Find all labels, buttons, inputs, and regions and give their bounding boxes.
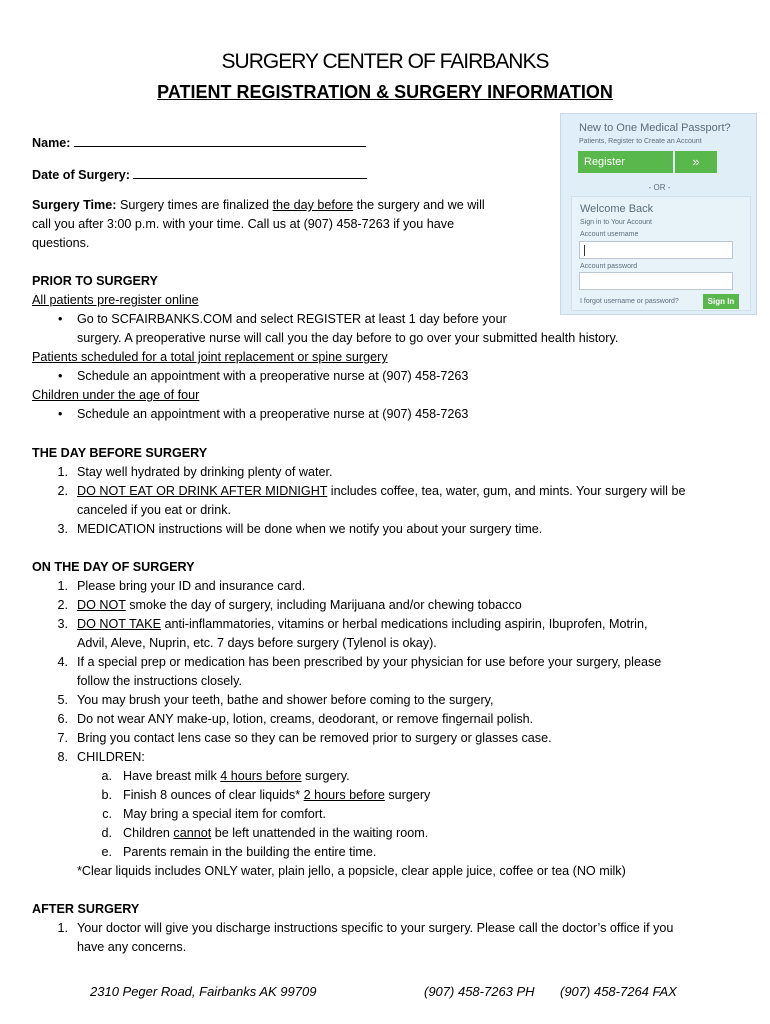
surgery-time-day-before: the day before [272,198,354,212]
bullet-icon: • [58,407,63,421]
children-item-b-text-2: surgery [384,788,431,802]
name-blank-line[interactable] [74,134,366,147]
bullet-icon: • [58,312,63,326]
children-item-a-text: Have breast milk [123,769,221,783]
sublist-letter: b. [101,788,112,802]
sublist-letter: d. [101,826,112,840]
list-number: 3. [57,522,68,536]
list-number: 1. [57,579,68,593]
sublist-letter: a. [101,769,112,783]
clear-liquids-note: *Clear liquids includes ONLY water, plain jello, a popsicle, clear apple juice, coffee or tea (NO milk) [77,864,626,878]
register-online-line-1: Go to SCFAIRBANKS.COM and select REGISTER at least 1 day before your [77,312,507,326]
day-before-heading: THE DAY BEFORE SURGERY [32,446,208,460]
day-of-item-1: Please bring your ID and insurance card. [77,579,306,593]
surgery-time-line-1 [32,196,485,215]
day-of-item-4: If a special prep or medication has been prescribed by your physician for use before your surgery, please [77,655,662,669]
day-before-item-2 [77,482,685,501]
day-of-item-2 [77,596,522,615]
day-of-item-6: Do not wear ANY make-up, lotion, creams, deodorant, or remove fingernail polish. [77,712,534,726]
username-label: Account username [580,231,639,238]
footer-fax: (907) 458-7264 FAX [560,984,677,999]
children-appointment-text: Schedule an appointment with a preoperative nurse at (907) 458-7263 [77,407,469,421]
children-item-b-underlined: 2 hours before [303,788,385,802]
welcome-back-heading: Welcome Back [580,203,654,215]
widget-title: New to One Medical Passport? [579,122,731,134]
children-item-d-underlined: cannot [173,826,212,840]
list-number: 8. [57,750,68,764]
medical-passport-widget [560,113,757,315]
no-eat-drink-warning: DO NOT EAT OR DRINK AFTER MIDNIGHT [77,484,328,498]
footer-address: 2310 Peger Road, Fairbanks AK 99709 [90,984,317,999]
list-number: 2. [57,598,68,612]
day-of-item-2-text: smoke the day of surgery, including Marijuana and/or chewing tobacco [125,598,522,612]
after-surgery-heading: AFTER SURGERY [32,902,140,916]
children-item-e: Parents remain in the building the entire time. [123,845,377,859]
children-item-b [123,786,430,805]
register-button[interactable]: Register [578,151,673,173]
joint-appointment-text: Schedule an appointment with a preoperative nurse at (907) 458-7263 [77,369,469,383]
day-of-item-3-line-2: Advil, Aleve, Nuprin, etc. 7 days before surgery (Tylenol is okay). [77,636,437,650]
footer-phone: (907) 458-7263 PH [424,984,535,999]
children-item-a-underlined: 4 hours before [220,769,302,783]
children-item-b-text: Finish 8 ounces of clear liquids* [123,788,304,802]
children-item-d-text-2: be left unattended in the waiting room. [211,826,429,840]
name-field [32,134,366,153]
day-before-item-2-line-2: canceled if you eat or drink. [77,503,232,517]
surgery-time-text: Surgery times are finalized [116,198,273,212]
date-of-surgery-field [32,166,367,185]
day-of-heading: ON THE DAY OF SURGERY [32,560,195,574]
surgery-time-line-2: call you after 3:00 p.m. with your time. Call us at (907) 458-7263 if you have [32,217,455,231]
sign-in-button[interactable]: Sign In [703,294,739,309]
password-label: Account password [580,263,638,270]
day-before-item-2-text: includes coffee, tea, water, gum, and mints. Your surgery will be [327,484,686,498]
organization-name: SURGERY CENTER OF FAIRBANKS [221,50,549,73]
children-item-c: May bring a special item for comfort. [123,807,326,821]
sign-in-panel [571,196,751,311]
bullet-icon: • [58,369,63,383]
list-number: 4. [57,655,68,669]
widget-subtitle: Patients, Register to Create an Account [579,138,702,145]
date-of-surgery-label: Date of Surgery: [32,168,130,182]
children-item-d-text: Children [123,826,174,840]
prior-to-surgery-heading: PRIOR TO SURGERY [32,274,158,288]
all-patients-subheading: All patients pre-register online [32,293,199,307]
children-item-a-text-2: surgery. [301,769,350,783]
joint-spine-subheading: Patients scheduled for a total joint replacement or spine surgery [32,350,388,364]
list-number: 2. [57,484,68,498]
surgery-time-text-2: the surgery and we will [353,198,485,212]
surgery-time-label: Surgery Time: [32,198,117,212]
forgot-credentials-link[interactable]: I forgot username or password? [580,298,679,305]
day-before-item-3: MEDICATION instructions will be done when we notify you about your surgery time. [77,522,543,536]
after-surgery-item-1: Your doctor will give you discharge instructions specific to your surgery. Please call the doctor’s office if you [77,921,674,935]
password-input[interactable] [579,272,733,290]
list-number: 7. [57,731,68,745]
username-input[interactable] [579,241,733,259]
day-of-item-7: Bring you contact lens case so they can be removed prior to surgery or glasses case. [77,731,552,745]
children-item-a [123,767,350,786]
do-not-underlined: DO NOT [77,598,126,612]
sign-in-prompt: Sign in to Your Account [580,219,652,226]
register-online-line-2: surgery. A preoperative nurse will call you the day before to go over your submitted health history. [77,331,619,345]
date-of-surgery-blank-line[interactable] [133,166,367,179]
surgery-time-line-3: questions. [32,236,90,250]
day-of-item-3 [77,615,647,634]
name-label: Name: [32,136,71,150]
text-caret [584,245,585,256]
register-arrow-icon[interactable]: » [675,151,717,173]
list-number: 6. [57,712,68,726]
sublist-letter: c. [102,807,112,821]
list-number: 5. [57,693,68,707]
children-item-d [123,824,428,843]
do-not-take-underlined: DO NOT TAKE [77,617,161,631]
day-of-item-4-line-2: follow the instructions closely. [77,674,242,688]
children-subheading: Children under the age of four [32,388,200,402]
list-number: 3. [57,617,68,631]
list-number: 1. [57,465,68,479]
day-of-item-5: You may brush your teeth, bathe and shower before coming to the surgery, [77,693,494,707]
or-divider: - OR - [648,183,671,192]
list-number: 1. [57,921,68,935]
day-of-item-8: CHILDREN: [77,750,145,764]
sublist-letter: e. [101,845,112,859]
day-of-item-3-text: anti-inflammatories, vitamins or herbal medications including aspirin, Ibuprofen, Motrin, [160,617,648,631]
day-before-item-1: Stay well hydrated by drinking plenty of water. [77,465,333,479]
document-title: PATIENT REGISTRATION & SURGERY INFORMATION [157,82,613,102]
after-surgery-item-1-line-2: have any concerns. [77,940,187,954]
